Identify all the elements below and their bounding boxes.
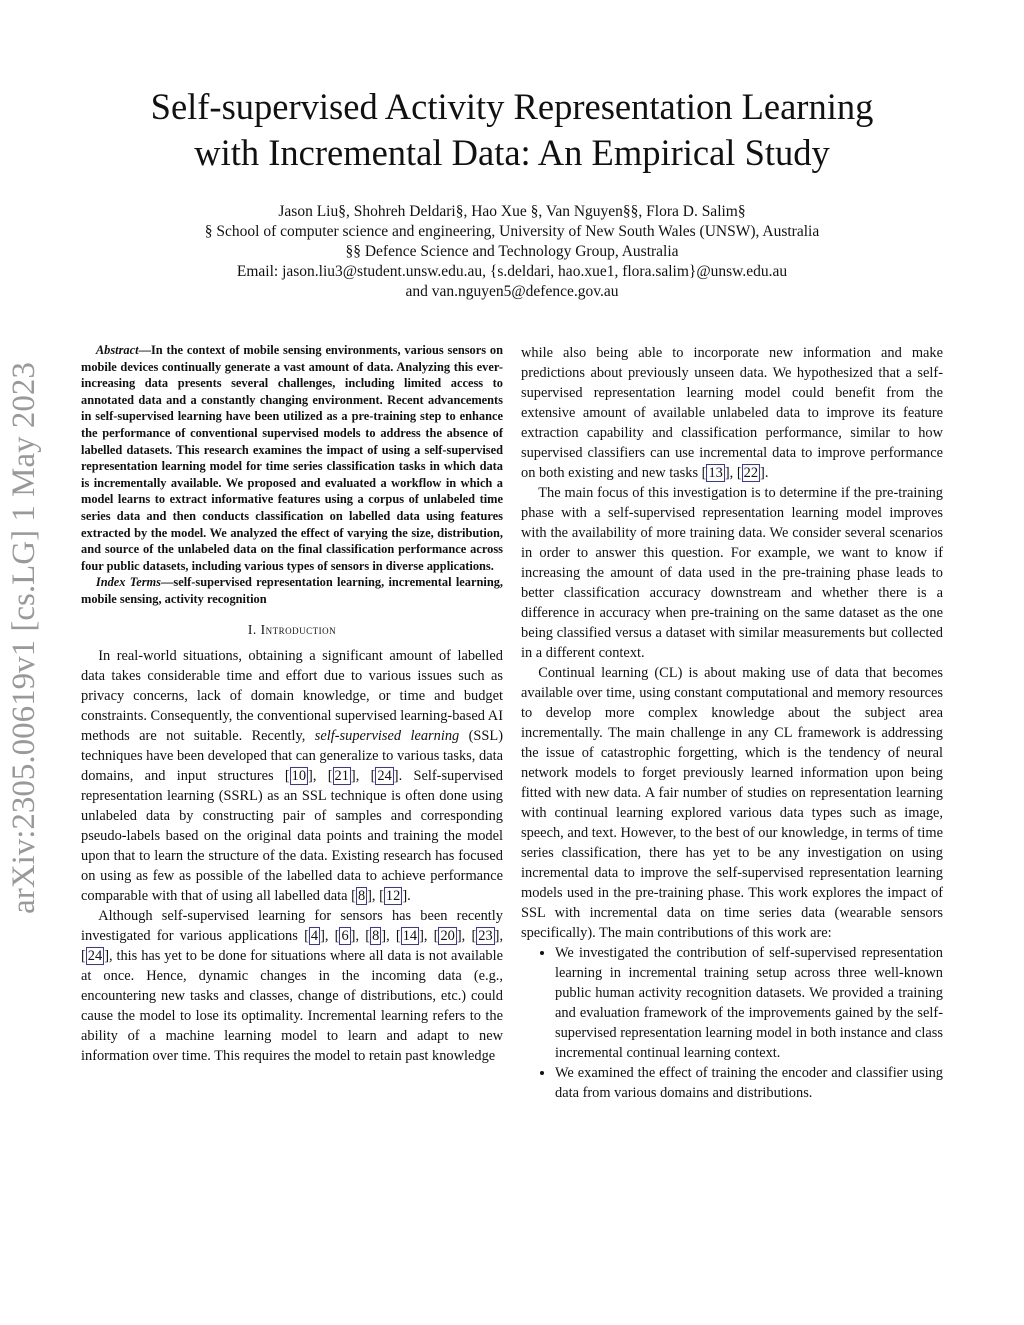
index-terms-label: Index Terms bbox=[95, 575, 161, 590]
citation-link[interactable]: 13 bbox=[708, 465, 723, 481]
text-run: (SSL) techniques have been developed that can generalize to various tasks, data domains, and input structures bbox=[81, 727, 503, 784]
abstract bbox=[81, 342, 503, 574]
title-line-2: with Incremental Data: An Empirical Study bbox=[194, 132, 830, 173]
email-line-2: and van.nguyen5@defence.gov.au bbox=[405, 283, 619, 300]
abstract-text: —In the context of mobile sensing environments, various sensors on mobile devices continually generate a vast amount of data. Analyzing this ever-increasing data presents several challenges, including limited access to annotated data and a constantly changing environment. Recent advancements in self-supervised learning have been utilized as a pre-training step to enhance the performance of conventional supervised models to address the absence of labelled datasets. This research examines the impact of using a self-supervised representation learning model for time series classification tasks in which data is incrementally available. We proposed and evaluated a workflow in which a model learns to extract informative features using a corpus of unlabeled time series data and then conducts classification on labelled data using features extracted by the model. We analyzed the effect of varying the size, distribution, and source of the unlabeled data on the final classification performance across four public datasets, including various types of sensors in diverse applications. bbox=[81, 343, 503, 573]
author-block bbox=[60, 202, 964, 302]
arxiv-watermark: arXiv:2305.00619v1 [cs.LG] 1 May 2023 bbox=[6, 362, 42, 914]
affiliation-2: §§ Defence Science and Technology Group, Australia bbox=[345, 243, 679, 260]
intro-paragraph-2: Although self-supervised learning for sensors has been recently investigated for various applications [ 4 ], [ 6 ], [ 8 ], [ 14 ], [ 20 ], [ 23 ], [ 24 ], this has yet to be done for situations where all data is not available at once. Hence, dynamic changes in the incoming data (e.g., encountering new tasks and classes, change of distributions, etc.) could cause the model to lose its optimality. Incremental learning refers to the ability of a machine learning model to learn and adapt to new information over time. This requires the model to retain past knowledge bbox=[81, 907, 504, 1064]
citation-link[interactable]: 24 bbox=[377, 767, 392, 784]
left-column bbox=[81, 342, 503, 1066]
citation-link[interactable]: 23 bbox=[478, 927, 493, 944]
citation-link[interactable]: 8 bbox=[357, 887, 366, 904]
citation-link[interactable]: 14 bbox=[402, 927, 418, 944]
paper-title bbox=[60, 84, 964, 176]
text-run: while also being able to incorporate new information and make predictions about previously unseen data. We hypothesized that a self-supervised representation learning model could benefit from the extensive amount of available unlabeled data to improve its feature extraction capability and classification performance, similar to how supervised classifiers can use incremental data to improve performance on both existing and new tasks bbox=[521, 345, 943, 481]
text-run: In real-world situations, obtaining a significant amount of labelled data takes considerable time and effort due to various issues such as privacy concerns, lack of domain knowledge, or time and budget constraints. Consequently, the conventional supervised learning-based AI methods are not suitable. Recently, bbox=[81, 647, 503, 744]
citation-link[interactable]: 24 bbox=[87, 947, 103, 964]
author-names: Jason Liu§, Shohreh Deldari§, Hao Xue §, Van Nguyen§§, Flora D. Salim§ bbox=[278, 203, 746, 220]
contribution-item-1: • We investigated the contribution of self-supervised representation learning in incremental training setup across three well-known public human activity recognition datasets. We provided a training and evaluation framework of the improvements gained by the self-supervised representation learning model in both instance and class incremental continual learning context. bbox=[555, 943, 943, 1063]
contributions-list bbox=[521, 943, 943, 1103]
citation-link[interactable]: 8 bbox=[372, 927, 380, 944]
section-title: Introduction bbox=[260, 621, 337, 637]
abstract-label: Abstract bbox=[95, 343, 139, 357]
intro-paragraph-2-continued: while also being able to incorporate new information and make predictions about previously unseen data. We hypothesized that a self-supervised representation learning model could benefit from the extensive amount of available unlabeled data to improve its feature extraction capability and classification performance, similar to how supervised classifiers can use incremental data to improve performance on both existing and new tasks [ 13 ], [ 22 ]. bbox=[521, 345, 943, 481]
title-line-1: Self-supervised Activity Representation Learning bbox=[150, 86, 874, 127]
emphasis-ssl: self-supervised learning bbox=[314, 727, 460, 744]
text-run: Although self-supervised learning for sensors has been recently investigated for various applications bbox=[81, 907, 503, 944]
intro-paragraph-1: In real-world situations, obtaining a significant amount of labelled data takes considerable time and effort due to various issues such as privacy concerns, lack of domain knowledge, or time and budget constraints. Consequently, the conventional supervised learning-based AI methods are not suitable. Recently, self-supervised learning (SSL) techniques have been developed that can generalize to various tasks, data domains, and input structures [ 10 ], [ 21 ], [ 24 ]. Self-supervised representation learning (SSRL) as an SSL technique is often done using unlabeled data by constructing pair of samples and corresponding pseudo-labels based on the original data points and training the model upon that to learn the structure of the data. Existing research has focused on using as few as possible of the labelled data to achieve performance comparable with that of using all labelled data [ 8 ], [ 12 ]. bbox=[81, 647, 504, 904]
citation-link[interactable]: 20 bbox=[440, 927, 455, 944]
right-column bbox=[521, 343, 943, 1103]
text-run: , this has yet to be done for situations where all data is not available at once. Hence, dynamic changes in the incoming data (e.g., encountering new tasks and classes, change of distributions, etc.) could cause the model to lose its optimality. Incremental learning refers to the ability of a machine learning model to learn and adapt to new information over time. This requires the model to retain past knowledge bbox=[81, 947, 503, 1064]
affiliation-1: § School of computer science and engineering, University of New South Wales (UNSW), Australia bbox=[204, 223, 820, 240]
index-terms-text: —self-supervised representation learning, incremental learning, mobile sensing, activity recognition bbox=[81, 575, 503, 606]
email-line-1: Email: jason.liu3@student.unsw.edu.au, {s.deldari, hao.xue1, flora.salim}@unsw.edu.au bbox=[236, 263, 788, 280]
citation-link[interactable]: 4 bbox=[310, 927, 319, 944]
section-heading-introduction bbox=[81, 620, 503, 640]
index-terms bbox=[81, 574, 503, 607]
citation-link[interactable]: 6 bbox=[341, 927, 349, 944]
citation-link[interactable]: 10 bbox=[291, 767, 307, 784]
intro-paragraph-4: Continual learning (CL) is about making use of data that becomes available over time, using constant computational and memory resources to develop more complex knowledge about the subject area incrementally. The main challenge in any CL framework is addressing the issue of catastrophic forgetting, which is the tendency of neural network models to forget previously learned information upon being fitted with new data. A fair number of studies on representation learning with continual learning explored various data types such as image, speech, and text. However, to the best of our knowledge, in terms of time series classification, there has yet to be any investigation on using incremental data to improve the self-supervised representation learning models used in the pre-training phase. This work explores the impact of SSL with incremental data on time series data (wearable sensors specifically). The main contributions of this work are: bbox=[521, 665, 943, 941]
section-number: I. bbox=[247, 621, 257, 637]
citation-link[interactable]: 21 bbox=[334, 767, 349, 784]
intro-paragraph-3: The main focus of this investigation is to determine if the pre-training phase with a self-supervised representation learning model improves with the availability of more training data. We consider several scenarios in order to answer this question. For example, we want to know if increasing the amount of data used in the pre-training phase leads to better classification accuracy downstream and whether there is a difference in accuracy when pre-training on the same dataset as the one being classified versus a dataset with similar measurements but collected in a different context. bbox=[521, 485, 943, 661]
text-run: . Self-supervised representation learning (SSRL) as an SSL technique is often done using unlabeled data by constructing pair of samples and corresponding pseudo-labels based on the original data points and training the model upon that to learn the structure of the data. Existing research has focused on using as few as possible of the labelled data to achieve performance comparable with that of using all labelled data bbox=[81, 767, 504, 904]
citation-link[interactable]: 22 bbox=[743, 465, 759, 481]
citation-link[interactable]: 12 bbox=[385, 887, 401, 904]
contribution-item-2: • We examined the effect of training the encoder and classifier using data from various domains and distributions. bbox=[555, 1063, 943, 1103]
